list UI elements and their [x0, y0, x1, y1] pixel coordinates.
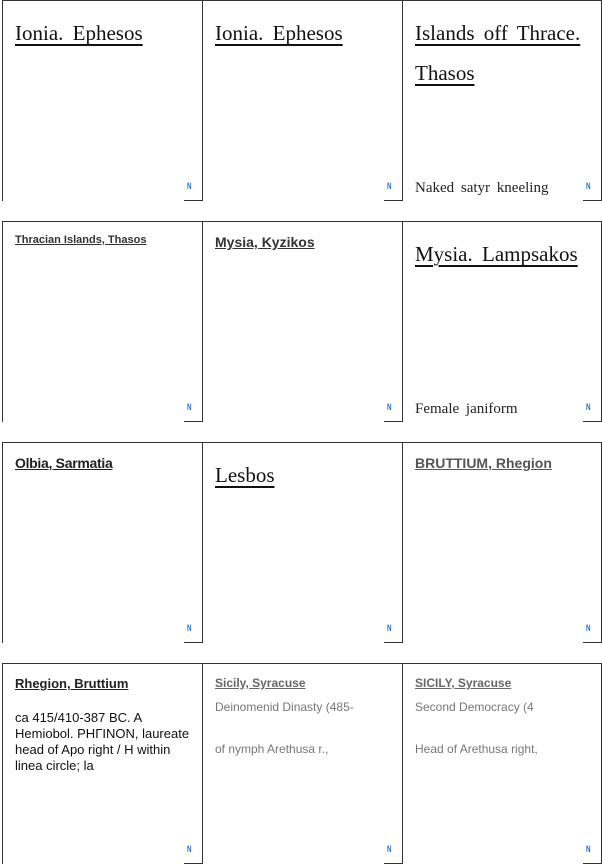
card-title: Olbia, Sarmatia	[15, 455, 113, 471]
card-title: BRUTTIUM, Rhegion	[415, 455, 552, 471]
card-corner-line	[184, 421, 202, 422]
coin-card-6	[402, 221, 602, 422]
card-corner-line	[184, 863, 202, 864]
card-title: Rhegion, Bruttium	[15, 676, 129, 691]
coin-card-2	[202, 0, 402, 201]
card-title: Ionia. Ephesos	[15, 21, 143, 45]
card-line-1: Second Democracy (4	[415, 700, 534, 714]
card-mark-icon: N	[186, 623, 192, 633]
card-corner-line	[583, 642, 601, 643]
card-title: Sicily, Syracuse	[215, 676, 306, 690]
coin-card-12	[402, 663, 602, 864]
card-title: Lesbos	[215, 463, 275, 487]
coin-card-5	[202, 221, 402, 422]
coin-card-1	[2, 0, 202, 201]
card-mark-icon: N	[186, 844, 192, 854]
card-mark-icon: N	[386, 402, 392, 412]
card-corner-line	[384, 421, 402, 422]
coin-card-8	[202, 442, 402, 643]
coin-card-3	[402, 0, 602, 201]
coin-card-4	[2, 221, 202, 422]
card-line-2: Head of Arethusa right,	[415, 742, 538, 756]
card-corner-line	[384, 200, 402, 201]
card-title: Mysia, Kyzikos	[215, 234, 315, 250]
coin-card-11	[202, 663, 402, 864]
card-corner-line	[184, 200, 202, 201]
card-mark-icon: N	[386, 181, 392, 191]
card-mark-icon: N	[386, 623, 392, 633]
card-title: Mysia. Lampsakos	[415, 242, 578, 266]
coin-card-7	[2, 442, 202, 643]
card-description: Naked satyr kneeling	[415, 180, 549, 196]
card-mark-icon: N	[585, 181, 591, 191]
card-mark-icon: N	[585, 623, 591, 633]
card-title: Ionia. Ephesos	[215, 21, 343, 45]
card-corner-line	[583, 200, 601, 201]
card-corner-line	[184, 642, 202, 643]
card-corner-line	[583, 863, 601, 864]
card-description: ca 415/410-387 BC. A Hemiobol. ΡΗΓΙΝΟΝ, laureate head of Apo right / H within linea circle; la	[15, 710, 190, 773]
card-title: SICILY, Syracuse	[415, 676, 512, 690]
coin-card-10	[2, 663, 202, 864]
card-corner-line	[583, 421, 601, 422]
card-title: Thracian Islands, Thasos	[15, 234, 147, 246]
card-mark-icon: N	[585, 844, 591, 854]
card-mark-icon: N	[186, 402, 192, 412]
card-mark-icon: N	[186, 181, 192, 191]
card-corner-line	[384, 863, 402, 864]
card-line-1: Deinomenid Dinasty (485-	[215, 700, 354, 714]
card-mark-icon: N	[585, 402, 591, 412]
coin-card-9	[402, 442, 602, 643]
card-line-2: of nymph Arethusa r.,	[215, 742, 329, 756]
card-corner-line	[384, 642, 402, 643]
card-title: Islands off Thrace. Thasos	[415, 21, 581, 85]
card-mark-icon: N	[386, 844, 392, 854]
card-description: Female janiform	[415, 401, 518, 417]
